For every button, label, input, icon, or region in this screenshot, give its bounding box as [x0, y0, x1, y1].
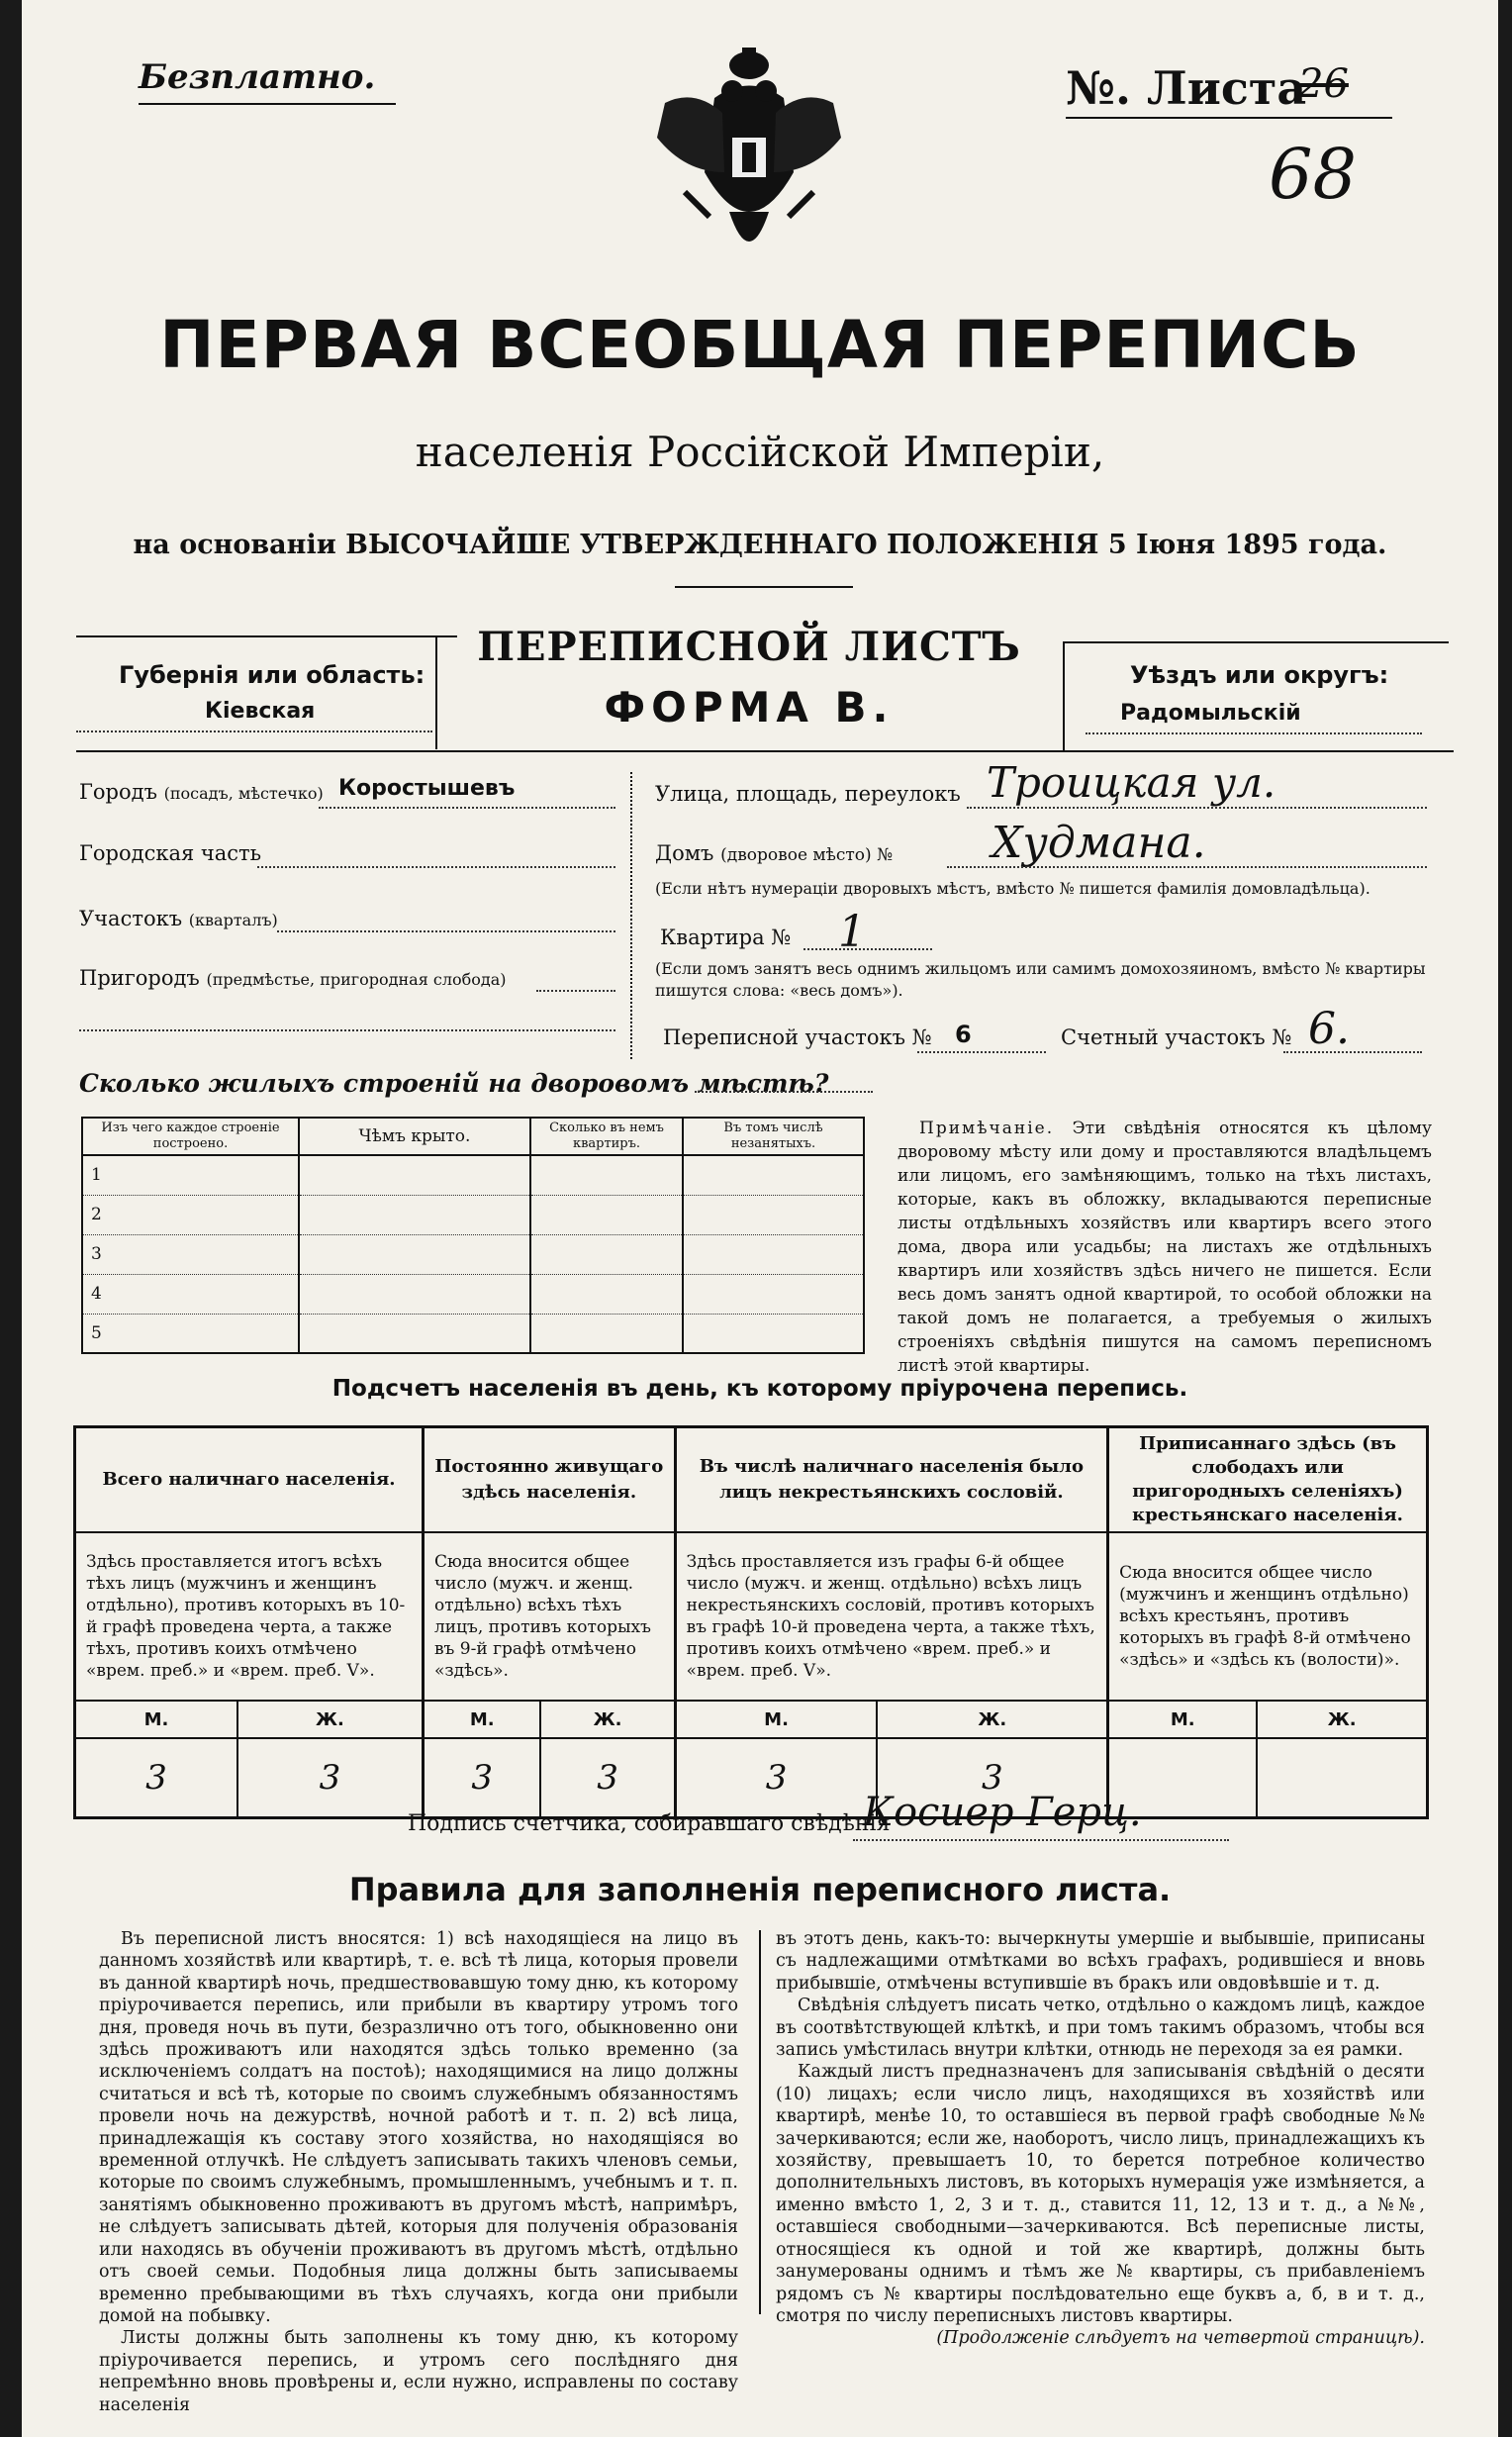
form-code: ФОРМА В.	[604, 683, 895, 731]
buildings-cell	[683, 1274, 864, 1314]
pop-col2-desc: Сюда вносится общее число (мужч. и женщ. отдѣльно) всѣхъ тѣхъ лицъ, противъ которыхъ въ 9-й графѣ отмѣчено «здѣсь».	[423, 1532, 675, 1701]
buildings-cell	[299, 1155, 530, 1195]
form-box-bottom	[76, 750, 1454, 752]
pop-col3-f-value: 3	[877, 1738, 1107, 1817]
section-sub: (кварталъ)	[188, 911, 278, 929]
rules-col1-para2: Листы должны быть заполнены къ тому дню, къ которому пріурочивается перепись, и утромъ сего послѣдняго дня непремѣнно вновь провѣрены и, если нужно, исправлены по составу населенія	[99, 2328, 738, 2415]
buildings-cell	[530, 1274, 683, 1314]
buildings-cell	[299, 1314, 530, 1353]
signature-label: Подпись счетчика, собиравшаго свѣдѣнія	[408, 1811, 891, 1836]
pop-col4-desc: Сюда вносится общее число (мужчинъ и женщинъ отдѣльно) всѣхъ крестьянъ, противъ которыхъ въ графѣ 8-й отмѣчено «здѣсь» и «здѣсь къ (волости)».	[1108, 1532, 1428, 1701]
suburb-label	[79, 966, 507, 990]
rules-col2-para2: Свѣдѣнія слѣдуетъ писать четко, отдѣльно о каждомъ лицѣ, каждое въ соотвѣтствующей клѣткѣ, и при томъ такимъ образомъ, чтобы вся запись умѣстилась внутри клѣтки, отнюдь не переходя за ея рамки.	[776, 1996, 1425, 2061]
form-box-top-left	[76, 635, 457, 637]
counting-section-line	[1283, 1051, 1422, 1053]
apartment-label: Квартира №	[660, 926, 792, 949]
buildings-cell	[299, 1274, 530, 1314]
population-desc-row	[75, 1532, 1428, 1701]
rules-col2-para1: въ этотъ день, какъ-то: вычеркнуты умершіе и выбывшіе, приписаны съ надлежащими отмѣтками во всѣхъ графахъ, родившіеся и вновь прибывшіе, отмѣчены вступившіе въ бракъ или овдовѣвшіе и т. д.	[776, 1929, 1425, 1994]
buildings-cell	[530, 1155, 683, 1195]
pop-col1-f-value: 3	[237, 1738, 424, 1817]
census-section-line	[917, 1051, 1046, 1053]
sheet-number-underline	[1066, 117, 1392, 119]
buildings-header-apartments: Сколько въ немъ квартиръ.	[530, 1118, 683, 1155]
suburb-line	[536, 990, 615, 992]
free-label: Безплатно.	[139, 57, 376, 97]
suburb-label-text: Пригородъ	[79, 966, 200, 990]
signature-value: Косиер Герц.	[863, 1790, 1142, 1835]
buildings-cell	[683, 1234, 864, 1274]
pop-col2-m-value: 3	[423, 1738, 540, 1817]
sheet-number-label: №. Листа	[1066, 61, 1307, 115]
buildings-cell	[299, 1234, 530, 1274]
pop-col2-m-label: М.	[423, 1701, 540, 1738]
pop-col1-m-label: М.	[75, 1701, 237, 1738]
house-sub: (дворовое мѣсто) №	[720, 845, 894, 865]
buildings-row	[82, 1274, 864, 1314]
apartment-note: (Если домъ занятъ весь однимъ жильцомъ или самимъ домохозяиномъ, вмѣсто № квартиры пишутся слова: «весь домъ»).	[655, 959, 1426, 1000]
population-mf-row	[75, 1701, 1428, 1738]
pop-col2-f-value: 3	[540, 1738, 675, 1817]
main-title: ПЕРВАЯ ВСЕОБЩАЯ ПЕРЕПИСЬ	[159, 307, 1361, 383]
buildings-cell	[683, 1195, 864, 1234]
section-label-text: Участокъ	[79, 907, 183, 930]
buildings-question: Сколько жилыхъ строеній на дворовомъ мѣстѣ?	[79, 1069, 829, 1098]
counting-section-label: Счетный участокъ №	[1061, 1025, 1292, 1049]
section-line	[277, 930, 615, 932]
buildings-row-num: 5	[82, 1314, 299, 1353]
apartment-value: 1	[838, 907, 866, 957]
buildings-row-num: 2	[82, 1195, 299, 1234]
double-headed-eagle-emblem	[645, 44, 853, 291]
census-sheet-page	[22, 0, 1498, 2437]
house-note: (Если нѣтъ нумераціи дворовыхъ мѣстъ, вмѣсто № пишется фамилія домовладѣльца).	[655, 879, 1370, 898]
subtitle: населенія Россійской Имперіи,	[415, 428, 1105, 476]
form-title: ПЕРЕПИСНОЙ ЛИСТЪ	[477, 624, 1021, 670]
sheet-number-handwritten: 68	[1269, 134, 1358, 215]
buildings-row	[82, 1234, 864, 1274]
buildings-header-row	[82, 1118, 864, 1155]
population-head-row	[75, 1427, 1428, 1533]
pop-col1-f-label: Ж.	[237, 1701, 424, 1738]
house-label	[655, 841, 893, 865]
free-underline	[139, 103, 396, 105]
pop-col4-head: Приписаннаго здѣсь (въ слободахъ или пригородныхъ селеніяхъ) крестьянскаго населенія.	[1108, 1427, 1428, 1533]
buildings-cell	[530, 1195, 683, 1234]
rules-col2-para3: Каждый листъ предназначенъ для записыванія свѣдѣній о десяти (10) лицахъ; если число лицъ, находящихся въ хозяйствѣ или квартирѣ, менѣе 10, то оставшіеся въ первой графѣ свободные №№ зачеркиваются; если же, наоборотъ, число лицъ, принадлежащихъ къ хозяйству, превышаетъ 10, то берется потребное количество дополнительныхъ листовъ, въ которыхъ нумерація уже измѣняется, а именно вмѣсто 1, 2, 3 и т. д., ставится 11, 12, 13 и т. д., а №№, оставшіеся свободными—зачеркиваются. Всѣ переписные листы, относящіеся къ одной и той же квартирѣ, должны быть занумерованы однимъ и тѣмъ же № квартиры, съ прибавленіемъ рядомъ съ № квартиры послѣдовательно еще буквъ а, б, в и т. д., смотря по числу переписныхъ листовъ квартиры.	[776, 2062, 1425, 2326]
street-label: Улица, площадь, переулокъ	[655, 782, 961, 806]
city-label	[79, 780, 324, 804]
counting-section-value: 6.	[1308, 1004, 1350, 1054]
buildings-cell	[683, 1314, 864, 1353]
buildings-header-vacant: Въ томъ числѣ незанятыхъ.	[683, 1118, 864, 1155]
buildings-row-num: 3	[82, 1234, 299, 1274]
province-line	[76, 731, 432, 732]
form-box-top-right	[1063, 641, 1449, 643]
buildings-row	[82, 1195, 864, 1234]
note-text: Эти свѣдѣнія относятся къ цѣлому дворовому мѣсту или дому и проставляются владѣльцемъ или лицомъ, его замѣняющимъ, только на тѣхъ листахъ, которые, какъ въ обложку, вкладываются переписные листы отдѣльныхъ хозяйствъ или квартиръ всего этого дома, двора или усадьбы; на листахъ же отдѣльныхъ квартиръ или хозяйствъ здѣсь ничего не пишется. Если весь домъ занятъ одной квартирой, то особой обложки на такой домъ не полагается, а требуемыя о жилыхъ строеніяхъ свѣдѣнія пишутся на самомъ переписномъ листѣ этой квартиры.	[898, 1119, 1433, 1376]
buildings-cell	[683, 1155, 864, 1195]
pop-col3-desc: Здѣсь проставляется изъ графы 6-й общее число (мужч. и женщ. отдѣльно) всѣхъ лицъ некрестьянскихъ сословій, противъ которыхъ въ графѣ 10-й проведена черта, а также тѣхъ, противъ коихъ отмѣчено «врем. преб.» и «врем. преб. V».	[675, 1532, 1107, 1701]
suburb-sub: (предмѣстье, пригородная слобода)	[206, 970, 507, 989]
address-divider	[630, 772, 632, 1059]
district-line	[1086, 732, 1422, 734]
census-section-value: 6	[955, 1021, 972, 1048]
form-box-divider-right	[1063, 641, 1065, 750]
pop-col4-f-value	[1257, 1738, 1427, 1817]
note-title: Примѣчаніе.	[919, 1119, 1055, 1138]
city-district-label: Городская часть	[79, 841, 262, 865]
pop-col2-head: Постоянно живущаго здѣсь населенія.	[423, 1427, 675, 1533]
pop-col1-m-value: 3	[75, 1738, 237, 1817]
buildings-note	[898, 1117, 1432, 1378]
population-table	[73, 1425, 1429, 1819]
province-value: Кіевская	[205, 699, 316, 724]
buildings-header-roof: Чѣмъ крыто.	[299, 1118, 530, 1155]
pop-col1-head: Всего наличнаго населенія.	[75, 1427, 424, 1533]
signature-line	[853, 1839, 1229, 1841]
buildings-row	[82, 1155, 864, 1195]
buildings-row-num: 4	[82, 1274, 299, 1314]
buildings-cell	[530, 1234, 683, 1274]
city-value: Коростышевъ	[338, 776, 516, 801]
pop-col1-desc: Здѣсь проставляется итогъ всѣхъ тѣхъ лицъ (мужчинъ и женщинъ отдѣльно), противъ которыхъ въ 10-й графѣ проведена черта, а также тѣхъ, противъ коихъ отмѣчено «врем. преб.» и «врем. преб. V».	[75, 1532, 424, 1701]
city-district-line	[257, 866, 615, 868]
buildings-cell	[530, 1314, 683, 1353]
buildings-row	[82, 1314, 864, 1353]
pop-col3-head: Въ числѣ наличнаго населенія было лицъ некрестьянскихъ сословій.	[675, 1427, 1107, 1533]
city-line	[319, 807, 615, 809]
pop-col4-f-label: Ж.	[1257, 1701, 1427, 1738]
pop-col3-m-value: 3	[675, 1738, 877, 1817]
city-sub: (посадъ, мѣстечко)	[163, 784, 324, 803]
title-divider	[675, 586, 853, 588]
city-label-text: Городъ	[79, 780, 157, 804]
population-values-row	[75, 1738, 1428, 1817]
pop-col4-m-label: М.	[1108, 1701, 1258, 1738]
street-value: Троицкая ул.	[987, 758, 1276, 807]
apartment-line	[803, 948, 932, 950]
house-value: Худмана.	[992, 818, 1206, 868]
rules-title: Правила для заполненія переписного листа.	[348, 1871, 1172, 1908]
house-label-text: Домъ	[655, 841, 714, 865]
rules-col1-para1: Въ переписной листъ вносятся: 1) всѣ находящіеся на лицо въ данномъ хозяйствѣ или квартирѣ, т. е. всѣ тѣ лица, которыя провели въ данной квартирѣ ночь, предшествовавшую тому дню, къ которому пріурочивается перепись, или прибыли въ квартиру утромъ того дня, проведя ночь въ пути, безразлично отъ того, обыкновенно они здѣсь проживаютъ или находятся здѣсь только временно (за исключеніемъ солдатъ на постоѣ); находящимися на лицо должны считаться и всѣ тѣ, которые по своимъ служебнымъ обязанностямъ провели ночь на дежурствѣ, ночной работѣ и т. п. 2) всѣ лица, принадлежащія къ составу этого хозяйства, но находящіяся во временной отлучкѣ. Не слѣдуетъ записывать такихъ членовъ семьи, которые по своимъ служебнымъ, промышленнымъ, учебнымъ и т. п. занятіямъ обыкновенно проживаютъ въ другомъ мѣстѣ, напримѣръ, не слѣдуетъ записывать дѣтей, которыя для полученія образованія или находясь въ обученіи проживаютъ въ другомъ мѣстѣ, отдѣльно отъ своей семьи. Подобныя лица должны быть записываемы временно пребывающими въ тѣхъ случаяхъ, когда они прибыли домой на побывку.	[99, 1929, 738, 2326]
rules-column-2	[776, 1928, 1425, 2350]
rules-continued: (Продолженіе слѣдуетъ на четвертой страницѣ).	[936, 2328, 1425, 2349]
rules-column-1	[99, 1928, 738, 2416]
street-line	[967, 807, 1427, 809]
province-label: Губернія или область:	[119, 661, 425, 689]
buildings-cell	[299, 1195, 530, 1234]
legal-basis-line: на основаніи ВЫСОЧАЙШЕ УТВЕРЖДЕННАГО ПОЛОЖЕНІЯ 5 Іюня 1895 года.	[133, 530, 1387, 560]
rules-column-divider	[759, 1930, 761, 2314]
house-line	[947, 866, 1427, 868]
pop-col3-f-label: Ж.	[877, 1701, 1107, 1738]
district-label: Уѣздъ или округъ:	[1130, 661, 1389, 689]
buildings-header-material: Изъ чего каждое строеніе построено.	[82, 1118, 299, 1155]
sheet-number-struck: 26	[1298, 61, 1349, 107]
buildings-answer-line	[695, 1091, 873, 1093]
pop-col2-f-label: Ж.	[540, 1701, 675, 1738]
section-label	[79, 907, 278, 930]
suburb-line-2	[79, 1029, 615, 1031]
buildings-row-num: 1	[82, 1155, 299, 1195]
district-value: Радомыльскій	[1120, 701, 1301, 726]
population-title: Подсчетъ населенія въ день, къ которому пріурочена перепись.	[331, 1376, 1188, 1402]
pop-col3-m-label: М.	[675, 1701, 877, 1738]
census-section-label: Переписной участокъ №	[663, 1025, 932, 1049]
buildings-table	[81, 1117, 865, 1354]
